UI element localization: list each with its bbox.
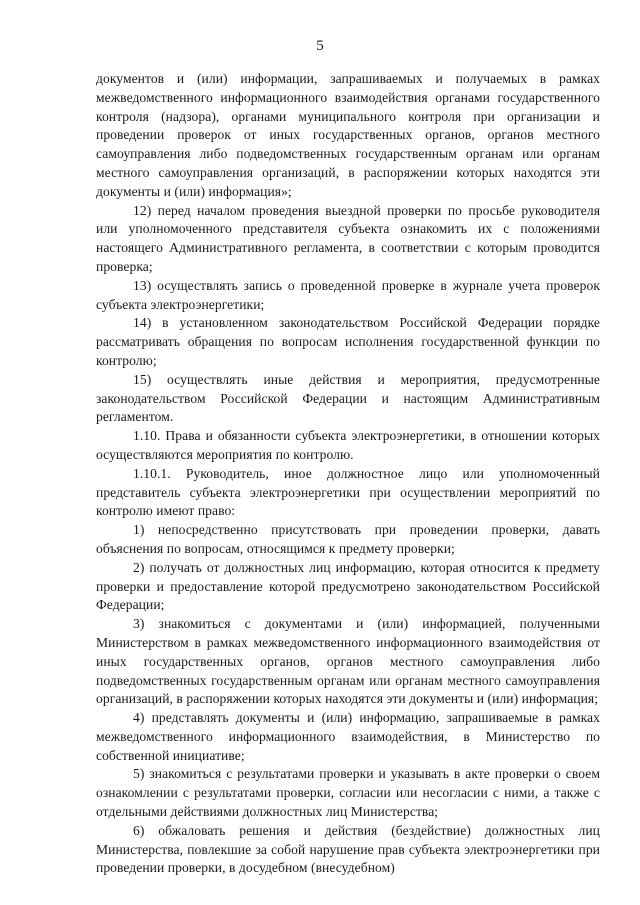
paragraph-continuation: документов и (или) информации, запрашиваемых и получаемых в рамках межведомственного информационного взаимодействия органами государственного контроля (надзора), органами муниципального контроля при организации и проведении проверок от иных государственных органов, органов местного самоуправления либо подведомственных государственным органам или органам местного самоуправления организаций, в распоряжении которых находятся эти документы и (или) информация»; (96, 71, 600, 199)
paragraph-item-14: 14) в установленном законодательством Российской Федерации порядке рассматривать обращения по вопросам исполнения государственной функции по контролю; (96, 315, 600, 368)
paragraph-right-1: 1) непосредственно присутствовать при проведении проверки, давать объяснения по вопросам, относящимся к предмету проверки; (96, 522, 600, 556)
paragraph-item-13: 13) осуществлять запись о проведенной проверке в журнале учета проверок субъекта электроэнергетики; (96, 277, 600, 312)
document-body (96, 70, 600, 878)
paragraph-item-15: 15) осуществлять иные действия и мероприятия, предусмотренные законодательством Российской Федерации и настоящим Административным регламентом. (96, 371, 600, 425)
paragraph-section-1-10: 1.10. Права и обязанности субъекта электроэнергетики, в отношении которых осуществляются мероприятия по контролю. (96, 428, 600, 462)
paragraph-right-5: 5) знакомиться с результатами проверки и указывать в акте проверки о своем ознакомлении с результатами проверки, согласии или несогласии с ними, а также с отдельными действиями должностных лиц Министерства; (96, 766, 600, 820)
paragraph-right-6: 6) обжаловать решения и действия (бездействие) должностных лиц Министерства, повлекшие за собой нарушение прав субъекта электроэнергетики при проведении проверки, в досудебном (внесудебном) (96, 822, 600, 876)
paragraph-item-12: 12) перед началом проведения выездной проверки по просьбе руководителя или уполномоченного представителя субъекта ознакомить их с положениями настоящего Административного регламента, в соответствии с которым проводится проверка; (96, 202, 600, 274)
paragraph-right-2: 2) получать от должностных лиц информацию, которая относится к предмету проверки и предоставление которой предусмотрено законодательством Российской Федерации; (96, 559, 600, 613)
page-number: 5 (316, 38, 324, 54)
paragraph-right-3: 3) знакомиться с документами и (или) информацией, полученными Министерством в рамках межведомственного информационного взаимодействия от иных государственных органов, органов местного самоуправления либо подведомственных государственным органам или органам местного самоуправления организаций, в распоряжении которых находятся эти документы и (или) информация; (96, 616, 600, 707)
paragraph-section-1-10-1: 1.10.1. Руководитель, иное должностное лицо или уполномоченный представитель субъекта электроэнергетики при осуществлении мероприятий по контролю имеют право: (96, 465, 600, 519)
paragraph-right-4: 4) представлять документы и (или) информацию, запрашиваемые в рамках межведомственного информационного взаимодействия, в Министерство по собственной инициативе; (96, 710, 600, 763)
